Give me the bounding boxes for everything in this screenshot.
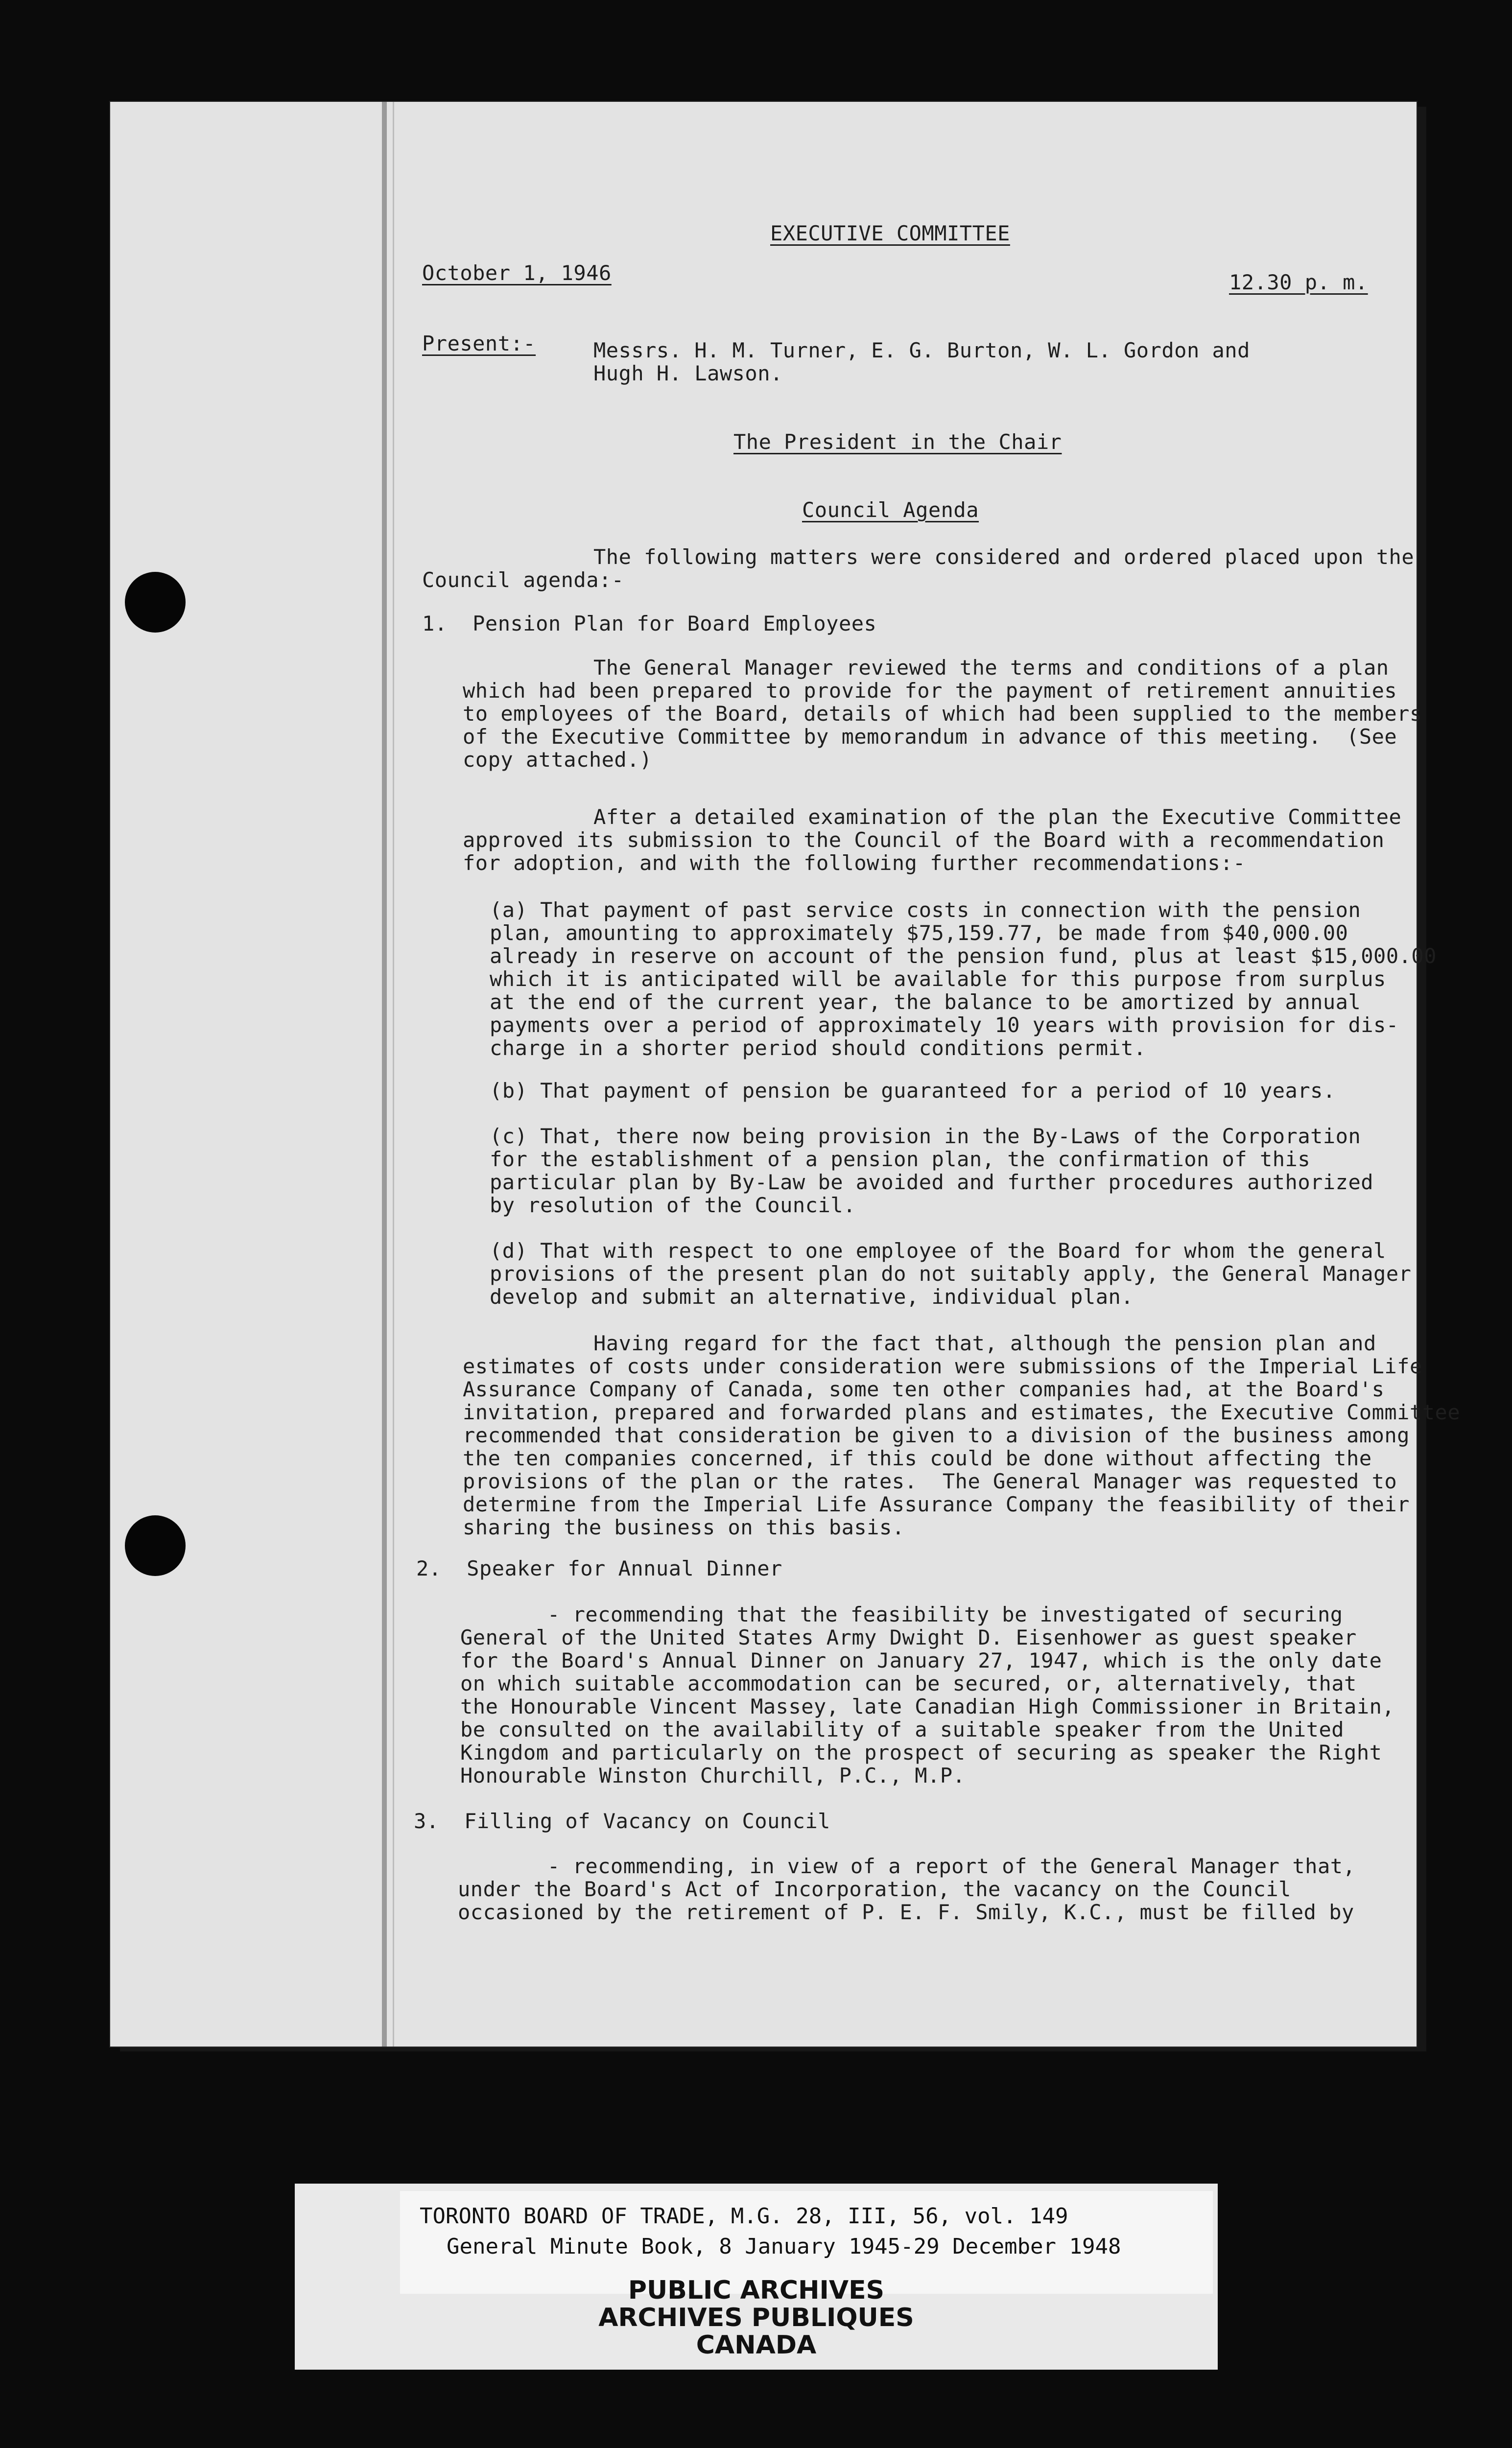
recommendation-b: (b) That payment of pension be guaranteed for a period of 10 years. xyxy=(490,1079,1336,1103)
present-label: Present:- xyxy=(422,331,536,355)
intro-line-1: The following matters were considered and ordered placed upon the xyxy=(593,545,1415,569)
archive-reference-line-1: TORONTO BOARD OF TRADE, M.G. 28, III, 56, vol. 149 xyxy=(420,2204,1068,2229)
meeting-date: October 1, 1946 xyxy=(422,261,612,285)
present-line-1: Messrs. H. M. Turner, E. G. Burton, W. L. Gordon and xyxy=(593,338,1250,362)
present-line-2: Hugh H. Lawson. xyxy=(593,361,783,385)
item-2-heading: 2. Speaker for Annual Dinner xyxy=(416,1556,782,1580)
item-1-heading: 1. Pension Plan for Board Employees xyxy=(422,612,877,636)
document-page: EXECUTIVE COMMITTEE October 1, 1946 12.30 p. m. Present:- Messrs. H. M. Turner, E. G. Burton, W. L. Gordon and Hugh H. Lawson. The President in the Chair Council Agenda The following matters were considered and ordered placed upon the Council agenda:- 1. Pension Plan for Board Employees The General Manager reviewed the terms and conditions of a plan which had been prepared to provide for the payment of retirement annuities to employees of the Board, details of which had been supplied to the members of the Executive Committee by memorandum in advance of this meeting. (See copy attached.) After a detailed examination of the plan the Executive Committee approved its submission to the Council of the Board with a recommendation for adoption, and with the following further recommendations:- (a) That payment of past service costs in connection with the pension plan, amounting to approximately $75,159.77, be made from $40,000.00 already in reserve on account of the pension fund, plus at least $15,000.00 which it is anticipated will be available for this purpose from surplus at the end of the current year, the balance to be amortized by annual payments over a period of approximately 10 years with provision for dis- charge in a shorter period should conditions permit. (b) That payment of pension be guaranteed for a period of 10 years. (c) That, there now being provision in the By-Laws of the Corporation for the establishment of a pension plan, the confirmation of this particular plan by By-Law be avoided and further procedures authorized by resolution of the Council. (d) That with respect to one employee of the Board for whom the general provisions of the present plan do not suitably apply, the General Manager develop and submit an alternative, individual plan. Having regard for the fact that, although the pension plan and estimates of costs under consideration were submissions of the Imperial Life Assurance Company of Canada, some ten other companies had, at the Board's invitation, prepared and forwarded plans and estimates, the Executive Committee recommended that consideration be given to a division of the business among the ten companies concerned, if this could be done without affecting the provisions of the plan or the rates. The General Manager was requested to determine from the Imperial Life Assurance Company the feasibility of their sharing the business on this basis. 2. Speaker for Annual Dinner - recommending that the feasibility be investigated of securing General of the United States Army Dwight D. Eisenhower as guest speaker for the Board's Annual Dinner on January 27, 1947, which is the only date on which suitable accommodation can be secured, or, alternatively, that the Honourable Vincent Massey, late Canadian High Commissioner in Britain, be consulted on the availability of a suitable speaker from the United Kingdom and particularly on the prospect of securing as speaker the Right Honourable Winston Churchill, P.C., M.P. 3. Filling of Vacancy on Council - recommending, in view of a report of the General Manager that, under the Board's Act of Incorporation, the vacancy on the Council occasioned by the retirement of P. E. F. Smily, K.C., must be filled by xyxy=(110,102,1417,2047)
intro-line-2: Council agenda:- xyxy=(422,568,624,592)
stamp-line-2: ARCHIVES PUBLIQUES xyxy=(598,2303,914,2332)
punch-hole-top xyxy=(125,572,186,633)
punch-hole-bottom xyxy=(125,1515,186,1576)
stamp-line-1: PUBLIC ARCHIVES xyxy=(628,2276,885,2305)
archive-label-card xyxy=(295,2184,1218,2370)
stamp-line-3: CANADA xyxy=(696,2330,817,2360)
archive-reference-line-2: General Minute Book, 8 January 1945-29 December 1948 xyxy=(447,2234,1121,2259)
section-heading: Council Agenda xyxy=(802,498,979,522)
chair-heading: The President in the Chair xyxy=(733,430,1062,454)
item-3-heading: 3. Filling of Vacancy on Council xyxy=(414,1809,830,1833)
margin-rule-secondary xyxy=(393,102,394,2047)
margin-rule xyxy=(382,102,387,2047)
committee-title: EXECUTIVE COMMITTEE xyxy=(770,221,1010,245)
meeting-time: 12.30 p. m. xyxy=(1229,270,1368,294)
